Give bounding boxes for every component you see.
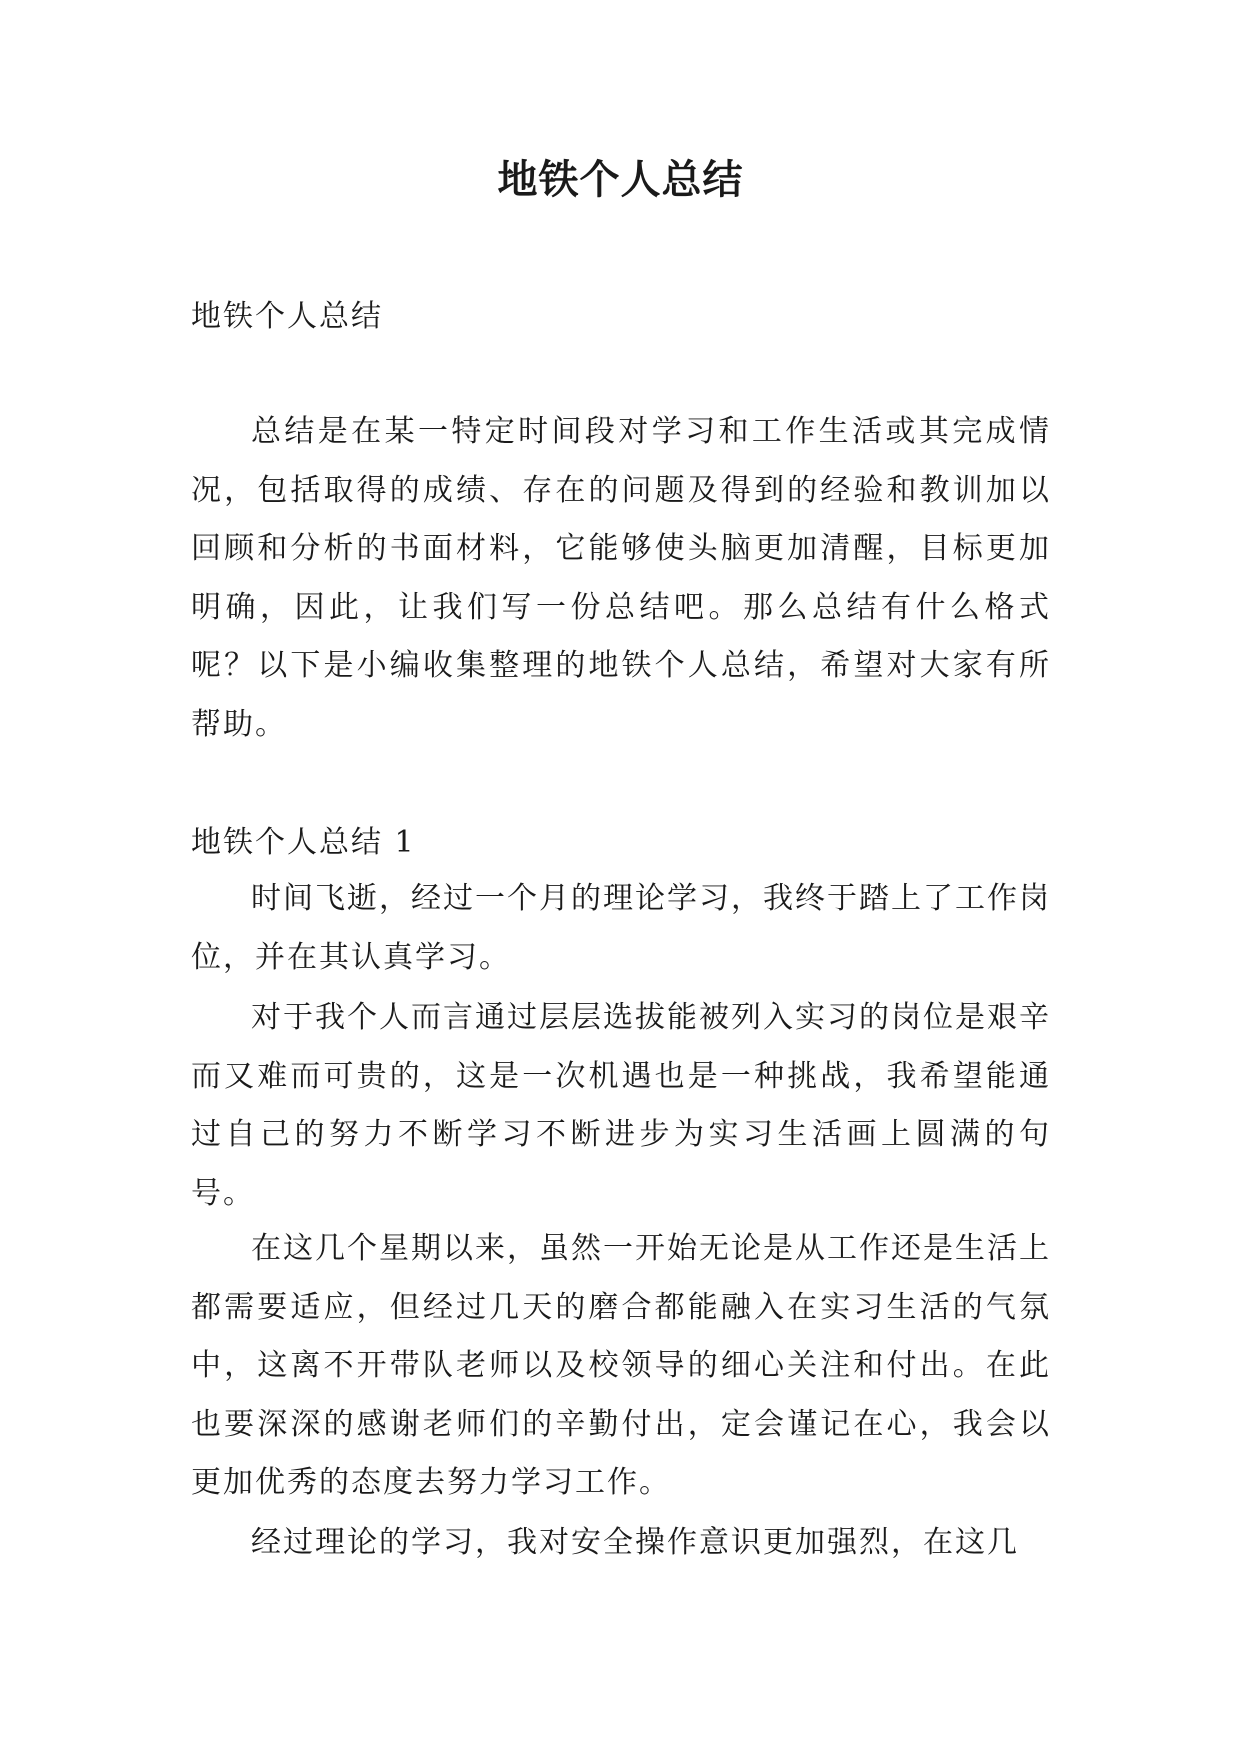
document-title: 地铁个人总结 bbox=[497, 156, 744, 203]
body-paragraph: 时间飞逝，经过一个月的理论学习，我终于踏上了工作岗位，并在其认真学习。 bbox=[191, 881, 1051, 975]
section-heading: 地铁个人总结 1 bbox=[191, 825, 416, 860]
intro-paragraph: 总结是在某一特定时间段对学习和工作生活或其完成情况，包括取得的成绩、存在的问题及得到的经验和教训加以回顾和分析的书面材料，它能够使头脑更加清醒，目标更加明确，因此，让我们写一份总结吧。那么总结有什么格式呢？以下是小编收集整理的地铁个人总结，希望对大家有所帮助。 bbox=[191, 414, 1051, 742]
body-paragraph: 对于我个人而言通过层层选拔能被列入实习的岗位是艰辛而又难而可贵的，这是一次机遇也是一种挑战，我希望能通过自己的努力不断学习不断进步为实习生活画上圆满的句号。 bbox=[191, 1000, 1051, 1211]
document-subtitle: 地铁个人总结 bbox=[191, 299, 383, 334]
body-paragraph: 在这几个星期以来，虽然一开始无论是从工作还是生活上都需要适应，但经过几天的磨合都能融入在实习生活的气氛中，这离不开带队老师以及校领导的细心关注和付出。在此也要深深的感谢老师们的辛勤付出，定会谨记在心，我会以更加优秀的态度去努力学习工作。 bbox=[191, 1231, 1051, 1500]
body-paragraph: 经过理论的学习，我对安全操作意识更加强烈，在这几 bbox=[251, 1525, 1019, 1560]
